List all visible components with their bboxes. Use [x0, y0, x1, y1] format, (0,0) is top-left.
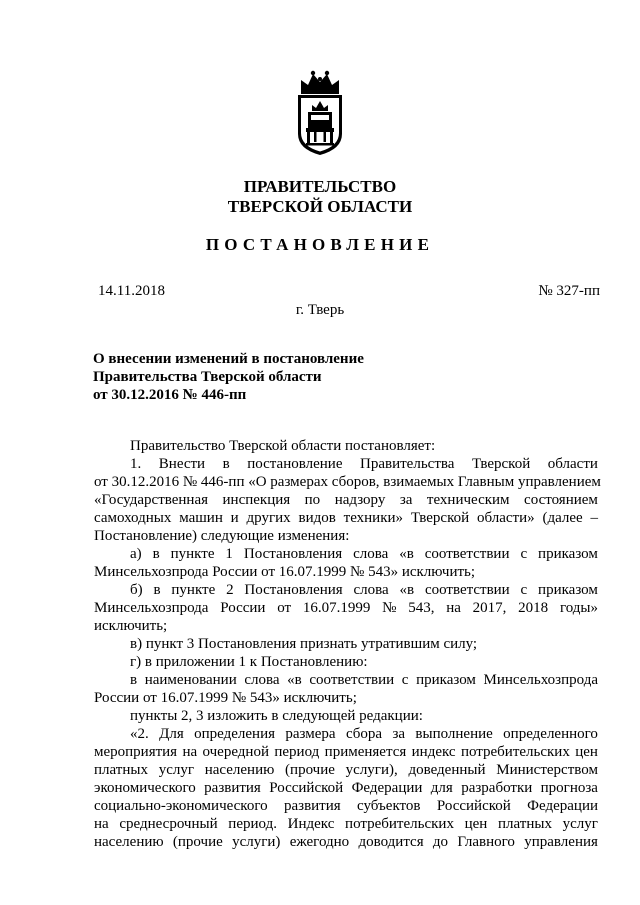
word: видов [298, 510, 336, 526]
word: Внести [158, 456, 206, 472]
word: Правительства [360, 456, 455, 472]
word: состоянием [524, 492, 598, 508]
word: на [182, 744, 198, 760]
word: ежегодно [289, 834, 350, 850]
word: области [547, 456, 598, 472]
word: «2. [130, 726, 149, 742]
word: слова [353, 582, 389, 598]
subclause-b-line-2 [94, 599, 598, 617]
word: 1 [225, 546, 233, 562]
clause-1-line-4 [94, 509, 598, 527]
word: потребительских [345, 816, 454, 832]
word: 16.07.1999 [302, 600, 371, 616]
name-change-line-1 [94, 671, 598, 689]
organization-name-line-2: ТВЕРСКОЙ ОБЛАСТИ [227, 197, 413, 216]
word: Российской [269, 780, 344, 796]
word: в [153, 582, 161, 598]
word: Федерации [527, 798, 598, 814]
word: пункте [170, 546, 215, 562]
word: а) [130, 546, 142, 562]
word: услуг [158, 762, 194, 778]
word: в [222, 456, 230, 472]
word: и [230, 510, 239, 526]
points-new-wording-paragraph: пункты 2, 3 изложить в следующей редакции: [130, 708, 423, 724]
word: населению [94, 834, 164, 850]
word: период [274, 744, 320, 760]
document-body [94, 437, 601, 851]
word: Федерации [351, 780, 423, 796]
word: для [430, 780, 453, 796]
clause-1-line-5: Постановление) следующие изменения: [94, 528, 350, 544]
word: услуги), [345, 762, 398, 778]
word: управления [524, 834, 598, 850]
word: доводится [358, 834, 424, 850]
word: 1. [130, 456, 142, 472]
clause-1-line-1 [94, 455, 598, 473]
tver-coat-of-arms-emblem [293, 68, 347, 156]
word: Минсельхозпрода [94, 600, 209, 616]
word: в [130, 672, 138, 688]
word: соответствии [424, 582, 510, 598]
word: от [277, 600, 292, 616]
word: услуги) [232, 834, 281, 850]
clause-1-line-2: от 30.12.2016 № 446-пп «О размерах сборов, взимаемых Главным управлением [94, 474, 601, 490]
document-date: 14.11.2018 [98, 283, 165, 299]
subject-line-3: от 30.12.2016 № 446-пп [93, 387, 247, 403]
word: выполнение [415, 726, 493, 742]
word: социально-экономического [94, 798, 268, 814]
word: Главного [457, 834, 515, 850]
subclause-a-paragraph [94, 545, 598, 581]
word: за [392, 726, 406, 742]
clause-1-line-3 [94, 491, 598, 509]
subject-line-1: О внесении изменений в постановление [93, 351, 364, 367]
word: по [304, 492, 321, 508]
word: цен [464, 816, 488, 832]
word: размера [285, 726, 336, 742]
document-type-title: ПОСТАНОВЛЕНИЕ [205, 235, 435, 254]
word: населению [204, 762, 275, 778]
subclause-a-line-2: Минсельхозпрода России от 16.07.1999 № 543» исключить; [94, 564, 476, 580]
subclause-b-line-1 [94, 581, 598, 599]
word: № [382, 600, 397, 616]
quoted-line-6 [94, 815, 598, 833]
organization-name-line-1: ПРАВИТЕЛЬСТВО [243, 177, 397, 196]
word: пункте [171, 582, 216, 598]
name-change-line-2: России от 16.07.1999 № 543» исключить; [94, 690, 357, 706]
word: самоходных [94, 510, 172, 526]
word: (прочие [172, 834, 223, 850]
word: (далее [542, 510, 583, 526]
word: «в [399, 546, 414, 562]
document-subject [93, 350, 513, 404]
word: 543, [408, 600, 435, 616]
word: техническим [426, 492, 510, 508]
word: Тверской [471, 456, 531, 472]
word: на [94, 816, 109, 832]
intro-paragraph: Правительство Тверской области постановляет: [130, 438, 436, 454]
word: Тверской [410, 510, 470, 526]
word: разработки [461, 780, 533, 796]
word: определения [194, 726, 275, 742]
word: с [520, 546, 528, 562]
word: «Государственная [94, 492, 209, 508]
word: платных [498, 816, 552, 832]
quoted-line-2 [94, 743, 598, 761]
word: период. [228, 816, 277, 832]
word: доведенный [408, 762, 486, 778]
word: области» [476, 510, 535, 526]
word: приказом [538, 546, 598, 562]
word: Российской [436, 798, 511, 814]
word: (прочие [285, 762, 335, 778]
word: сбора [345, 726, 383, 742]
word: применяется [324, 744, 407, 760]
word: техники» [343, 510, 404, 526]
word: постановление [247, 456, 343, 472]
subclause-v-paragraph: в) пункт 3 Постановления признать утратившим силу; [130, 636, 478, 652]
word: развития [204, 780, 261, 796]
quoted-line-7 [94, 833, 598, 851]
word: услуг [562, 816, 598, 832]
word: 2018 [518, 600, 549, 616]
word: приказом [416, 672, 476, 688]
word: потребительских [460, 744, 570, 760]
word: «в [287, 672, 302, 688]
word: России [220, 600, 266, 616]
subclause-a-line-1 [94, 545, 598, 563]
word: Постановления [243, 546, 343, 562]
word: определенного [503, 726, 598, 742]
word: развития [283, 798, 341, 814]
word: Постановления [244, 582, 343, 598]
subclause-b-line-3: исключить; [94, 618, 168, 634]
quoted-line-4 [94, 779, 598, 797]
word: на [446, 600, 461, 616]
word: среднесрочный [119, 816, 218, 832]
word: с [520, 582, 528, 598]
subclause-g-paragraph: г) в приложении 1 к Постановлению: [130, 654, 368, 670]
word: платных [94, 762, 148, 778]
document-number: № 327-пп [538, 283, 600, 299]
word: индекс [411, 744, 456, 760]
word: за [399, 492, 413, 508]
subclause-b-paragraph [94, 581, 598, 635]
word: прогноза [540, 780, 598, 796]
word: – [590, 510, 598, 526]
quoted-line-3 [94, 761, 598, 779]
word: других [246, 510, 291, 526]
word: «в [399, 582, 415, 598]
word: субъектов [357, 798, 421, 814]
word: слова [353, 546, 389, 562]
word: соответствии [309, 672, 395, 688]
subject-line-2: Правительства Тверской области [93, 369, 322, 385]
quoted-line-1 [94, 725, 598, 743]
clause-1-paragraph [94, 455, 601, 545]
quoted-line-5 [94, 797, 598, 815]
word: 2017, [472, 600, 507, 616]
word: наименовании [144, 672, 237, 688]
word: Минсельхозпрода [483, 672, 598, 688]
word: годы» [559, 600, 598, 616]
word: машин [179, 510, 223, 526]
word: надзору [334, 492, 386, 508]
word: соответствии [424, 546, 510, 562]
word: экономического [94, 780, 196, 796]
word: инспекция [222, 492, 291, 508]
quoted-point-2-paragraph [94, 725, 598, 851]
word: 2 [226, 582, 234, 598]
word: слова [244, 672, 280, 688]
word: приказом [538, 582, 598, 598]
word: в [152, 546, 160, 562]
name-change-paragraph [94, 671, 598, 707]
word: Для [159, 726, 184, 742]
word: очередной [202, 744, 269, 760]
word: до [432, 834, 449, 850]
word: с [401, 672, 409, 688]
word: Индекс [287, 816, 335, 832]
word: мероприятия [94, 744, 178, 760]
word: Министерством [496, 762, 598, 778]
word: б) [130, 582, 143, 598]
word: цен [575, 744, 598, 760]
document-city: г. Тверь [295, 302, 345, 318]
